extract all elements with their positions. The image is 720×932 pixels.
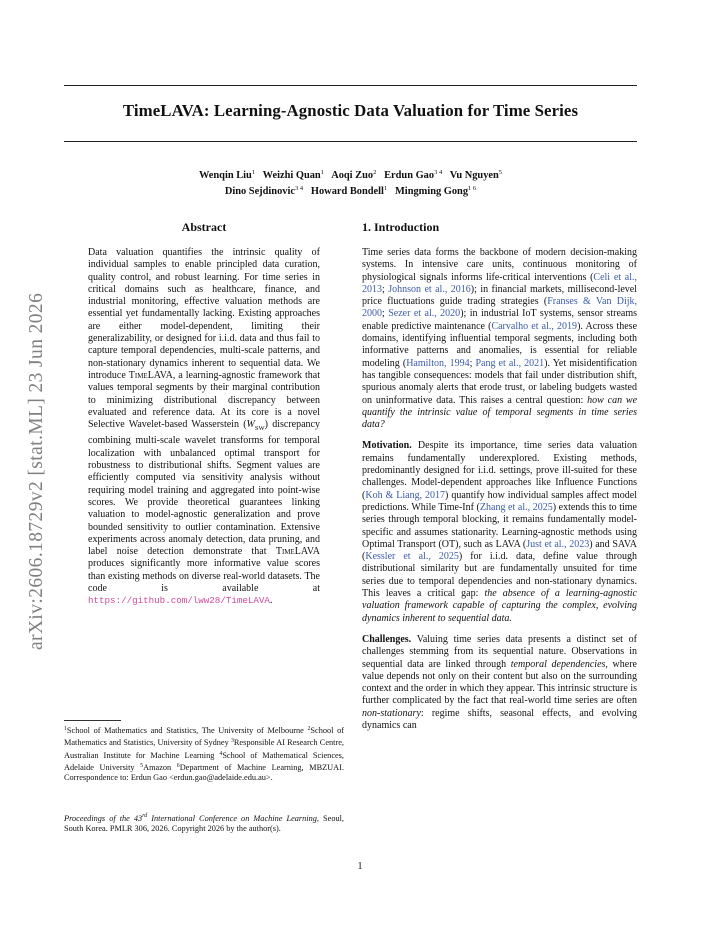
author-name: Mingming Gong [395, 186, 469, 197]
affiliation-mark: 1 [251, 169, 256, 176]
top-rule [64, 85, 637, 86]
citation-link[interactable]: Franses & Van Dijk, 2000 [362, 296, 637, 320]
title-bottom-rule [64, 141, 637, 142]
paragraph-heading: Challenges. [362, 633, 412, 645]
introduction-column [362, 220, 637, 741]
affiliation-mark: 2 [373, 169, 377, 176]
arxiv-sidebar-stamp: arXiv:2606.18729v2 [stat.ML] 23 Jun 2026 [26, 292, 47, 650]
page-number: 1 [357, 861, 363, 872]
author-name: Erdun Gao [384, 170, 435, 181]
paper-title: TimeLAVA: Learning-Agnostic Data Valuation for Time Series [122, 101, 579, 120]
abstract-column [88, 220, 320, 608]
footnote-rule [64, 720, 121, 721]
author-name: Weizhi Quan [262, 170, 321, 181]
intro-paragraph-challenges: Challenges. Valuing time series data presents a distinct set of challenges stemming from its sequential nature. Observations in sequential data are linked through temporal dependencies, where value depends not only on their content but also on the surrounding context and the order in which they appear. This intrinsic structure is further complicated by the fact that real-world time series are often non-stationary: regime shifts, seasonal effects, and evolving dynamics can [362, 633, 637, 731]
citation-link[interactable]: Kessler et al., 2025 [365, 551, 459, 563]
proceedings-note: Proceedings of the 43rd International Conference on Machine Learning, Seoul, South Korea. PMLR 306, 2026. Copyright 2026 by the author(s). [64, 813, 345, 834]
author-name: Howard Bondell [310, 186, 384, 197]
citation-link[interactable]: Zhang et al., 2025 [479, 501, 553, 513]
code-url-link[interactable]: https://github.com/lww28/TimeLAVA [88, 595, 270, 607]
citation-link[interactable]: Johnson et al., 2016 [388, 283, 471, 295]
author-name: Vu Nguyen [449, 170, 499, 181]
intro-paragraph-motivation: Motivation. Despite its importance, time series data valuation remains fundamentally underexplored. Existing methods, predominantly designed for i.i.d. settings, prove ill-suited for these challenges. Model-dependent approaches like Influence Functions (Koh & Liang, 2017) quantify how individual samples affect model predictions. While Time-Inf (Zhang et al., 2025) extends this to time series through temporal blocking, it remains fundamentally model-specific and assumes stationarity. Learning-agnostic methods using Optimal Transport (OT), such as LAVA (Just et al., 2023) and SAVA (Kessler et al., 2025) for i.i.d. data, define value through distributional similarity but are fundamentally unsuited for time series due to temporal dependencies and non-stationary dynamics. This leaves a critical gap: the absence of a learning-agnostic valuation framework capable of capturing the complex, evolving dynamics inherent to sequential data. [362, 440, 638, 624]
abstract-text: Data valuation quantifies the intrinsic quality of individual samples to enable principled data curation, quality control, and robust learning. For time series in critical domains such as healthcare, finance, and industrial monitoring, effective valuation methods are essential yet fundamentally lacking. Existing approaches are either model-dependent, limiting their generalizability, or designed for i.i.d. data and thus fail to capture temporal dependencies, multi-scale patterns, and non-stationary dynamics inherent to sequential data. We introduce TimeLAVA, a learning-agnostic framework that values temporal segments by their marginal contribution to minimizing distributional discrepancy between evaluated and reference data. At its core is a novel Selective Wavelet-based Wasserstein $(W_{SW})$ discrepancy combining multi-scale wavelet transforms for temporal localization with unbalanced optimal transport for robustness to distributional shifts. Segment values are efficiently computed via sensitivity analysis without requiring model training and aggregated into point-wise scores. We provide theoretical guarantees linking valuation to model-agnostic generalization and prove bounded sensitivity to outlier contamination. Extensive experiments across anomaly detection, data pruning, and label noise detection demonstrate that TimeLAVA produces significantly more informative value scores than existing methods on diverse real-world datasets. The code is available at https://github.com/lww28/TimeLAVA. [88, 247, 320, 607]
author-line-2 [64, 182, 637, 198]
author-list [64, 166, 637, 198]
citation-link[interactable]: Sezer et al., 2020 [388, 308, 461, 320]
section-heading-introduction: 1. Introduction [362, 220, 440, 234]
citation-link[interactable]: Hamilton, 1994 [406, 357, 470, 369]
citation-link[interactable]: Pang et al., 2021 [475, 357, 545, 369]
author-line-1 [64, 166, 637, 182]
affiliation-mark: 1 [383, 185, 388, 192]
affiliations-footnote: $^1$School of Mathematics and Statistics, The University of Melbourne $^2$School of Mathematics and Statistics, University of Sydney $^3$Responsible AI Research Centre, Australian Institute for Machine Learning $^4$School of Mathematical Sciences, Adelaide University $^5$Amazon $^6$Department of Machine Learning, MBZUAI. Correspondence to: Erdun Gao <erdun.gao@adelaide.edu.au>. [64, 726, 344, 783]
citation-link[interactable]: Koh & Liang, 2017 [365, 489, 446, 501]
author-name: Wenqin Liu [198, 170, 252, 181]
affiliation-mark: 3 4 [434, 169, 443, 176]
affiliation-mark: 3 4 [294, 185, 304, 192]
method-name: TimeLAVA [128, 369, 173, 381]
affiliation-mark: 1 6 [468, 185, 477, 192]
citation-link[interactable]: Celi et al., 2013 [362, 271, 637, 295]
abstract-heading: Abstract [181, 220, 227, 234]
method-name: TimeLAVA [275, 546, 320, 558]
affiliation-mark: 5 [498, 169, 503, 176]
author-name: Aoqi Zuo [331, 170, 374, 181]
paragraph-heading: Motivation. [362, 440, 412, 452]
author-name: Dino Sejdinovic [224, 186, 295, 197]
citation-link[interactable]: Just et al., 2023 [526, 538, 590, 550]
affiliation-mark: 1 [320, 169, 324, 176]
intro-paragraph-1: Time series data forms the backbone of modern decision-making systems. In intensive care units, continuous monitoring of physiological signals informs life-critical interventions (Celi et al., 2013; Johnson et al., 2016); in financial markets, millisecond-level price fluctuations guide trading strategies (Franses & Van Dijk, 2000; Sezer et al., 2020); in industrial IoT systems, sensor streams enable predictive maintenance (Carvalho et al., 2019). Across these domains, identifying influential temporal segments, including both informative patterns and anomalies, is essential for reliable modeling (Hamilton, 1994; Pang et al., 2021). Yet misidentification has tangible consequences: models that fail under distribution shift, spurious anomaly alerts that erode trust, or labeling budgets wasted on uninformative data. This raises a central question: how can we quantify the intrinsic value of temporal segments in time series data? [362, 247, 638, 431]
citation-link[interactable]: Carvalho et al., 2019 [491, 320, 578, 332]
